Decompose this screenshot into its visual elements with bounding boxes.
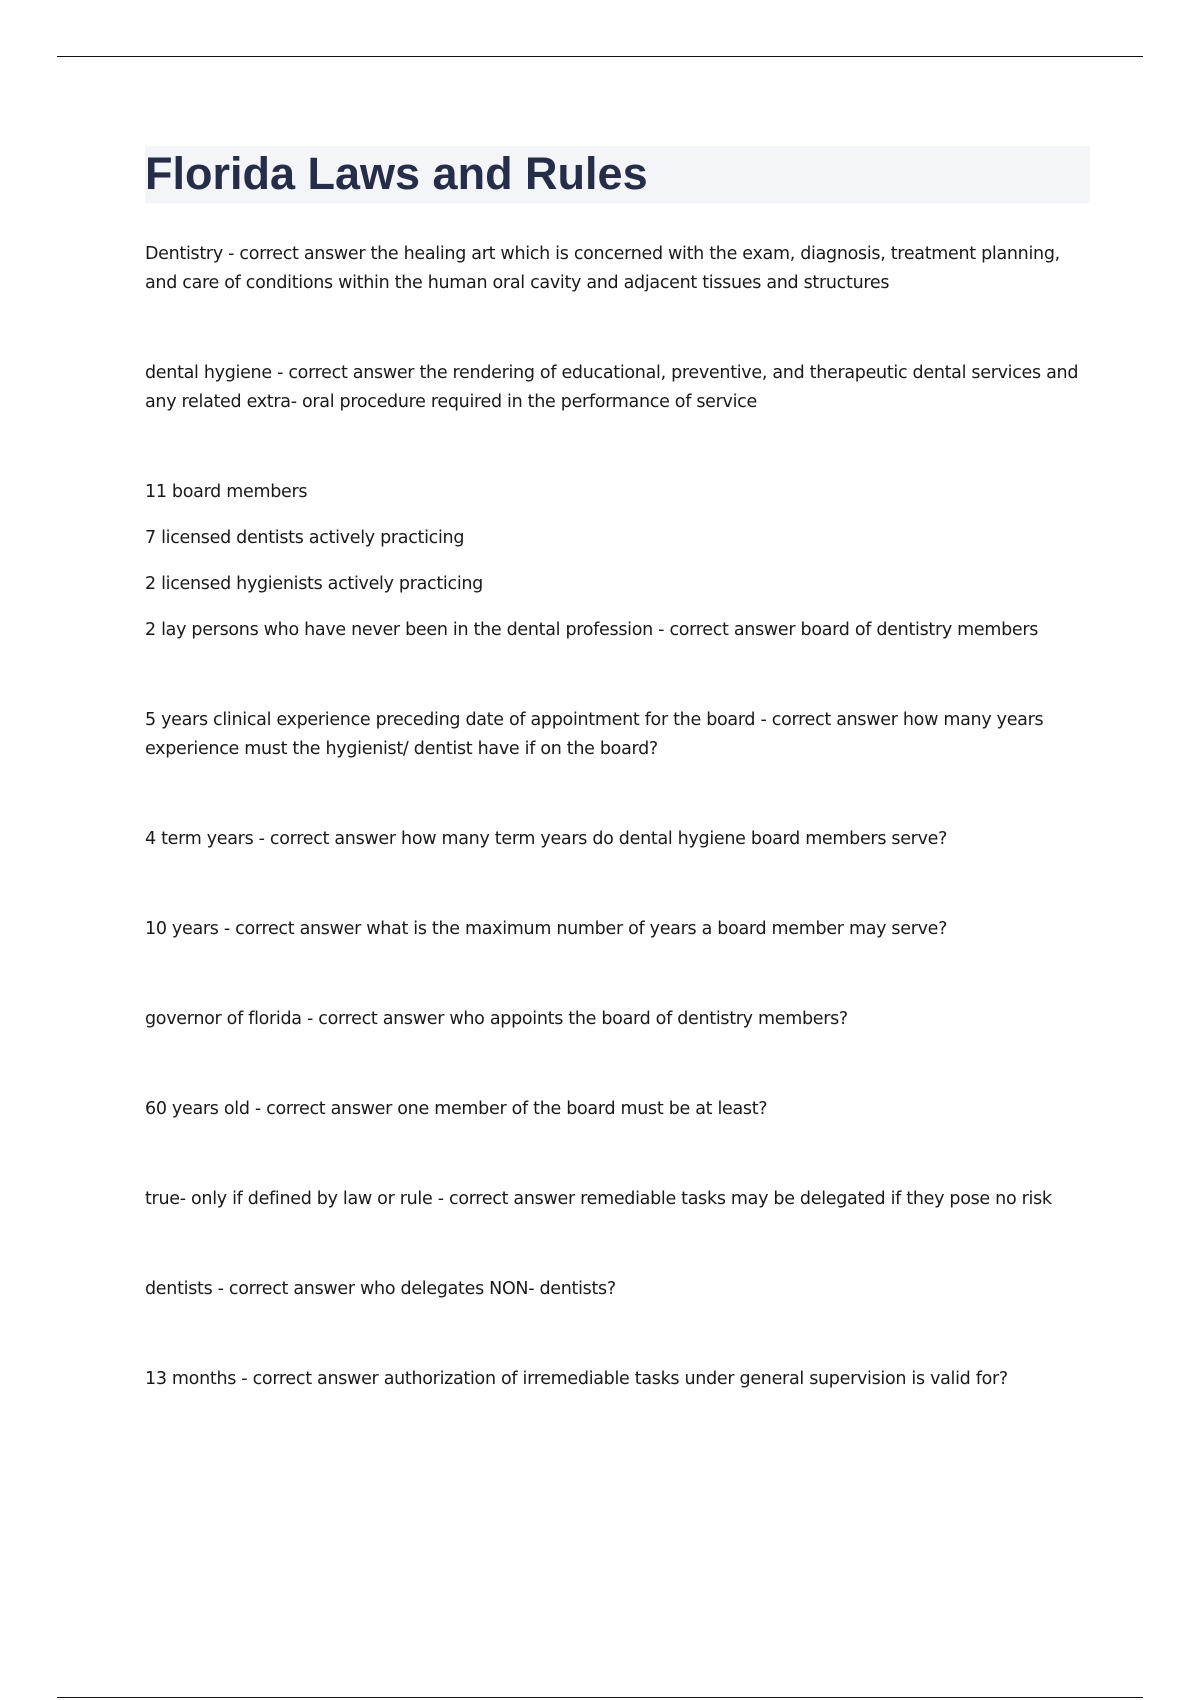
- entry-clinical-experience: 5 years clinical experience preceding date of appointment for the board - correct answer how many years experience must the hygienist/ dentist have if on the board?: [145, 710, 1044, 759]
- entry-licensed-hygienists: 2 licensed hygienists actively practicing: [145, 574, 483, 594]
- bottom-rule: [57, 1697, 1143, 1698]
- entry-delegates: dentists - correct answer who delegates NON- dentists?: [145, 1279, 616, 1299]
- entry-dental-hygiene: dental hygiene - correct answer the rendering of educational, preventive, and therapeutic dental services and any related extra- oral procedure required in the performance of service: [145, 363, 1079, 412]
- entry-governor: governor of florida - correct answer who appoints the board of dentistry members?: [145, 1009, 848, 1029]
- document-body: [145, 146, 1090, 1394]
- entry-lay-persons: 2 lay persons who have never been in the dental profession - correct answer board of dentistry members: [145, 620, 1039, 640]
- entry-dentistry: Dentistry - correct answer the healing art which is concerned with the exam, diagnosis, treatment planning, and care of conditions within the human oral cavity and adjacent tissues and structures: [145, 244, 1060, 293]
- entry-term-years: 4 term years - correct answer how many term years do dental hygiene board members serve?: [145, 829, 948, 849]
- top-rule: [57, 56, 1143, 57]
- page-title: Florida Laws and Rules: [145, 148, 648, 199]
- entry-board-members-count: 11 board members: [145, 482, 308, 502]
- entry-remediable-tasks: true- only if defined by law or rule - correct answer remediable tasks may be delegated if they pose no risk: [145, 1189, 1052, 1209]
- entry-licensed-dentists: 7 licensed dentists actively practicing: [145, 528, 465, 548]
- entry-max-years: 10 years - correct answer what is the maximum number of years a board member may serve?: [145, 919, 948, 939]
- entry-authorization-validity: 13 months - correct answer authorization of irremediable tasks under general supervision is valid for?: [145, 1369, 1008, 1389]
- entry-min-age: 60 years old - correct answer one member of the board must be at least?: [145, 1099, 768, 1119]
- title-band: [145, 146, 1090, 203]
